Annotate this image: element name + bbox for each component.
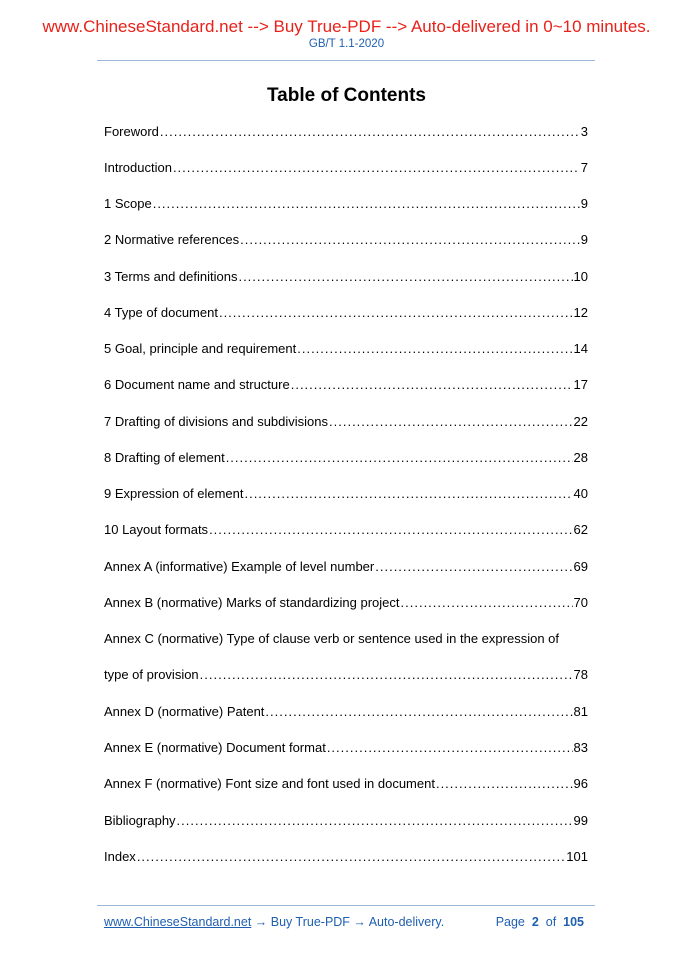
promo-banner[interactable]: www.ChineseStandard.net --> Buy True-PDF --> Auto-delivered in 0~10 minutes. [42, 17, 651, 36]
toc-page: 9 [580, 232, 588, 247]
toc-label: Annex D (normative) Patent [104, 704, 265, 719]
toc-entry-normative-references[interactable] [104, 232, 588, 248]
toc-page: 69 [573, 559, 588, 574]
toc-entry-type-of-document[interactable] [104, 305, 588, 321]
toc-page: 83 [573, 740, 588, 755]
toc-page: 9 [580, 196, 588, 211]
of-word: of [545, 915, 557, 929]
toc-page: 3 [580, 124, 588, 139]
toc-label: 1 Scope [104, 196, 152, 211]
toc-entry-goal-principle[interactable] [104, 341, 588, 357]
toc-label: 5 Goal, principle and requirement [104, 341, 297, 356]
toc-entry-annex-f[interactable] [104, 776, 588, 792]
toc-entry-annex-b[interactable] [104, 595, 588, 611]
toc-page: 70 [573, 595, 588, 610]
toc-page: 96 [573, 776, 588, 791]
page-word: Page [495, 915, 525, 929]
toc-entry-layout-formats[interactable] [104, 522, 588, 538]
toc-label: Bibliography [104, 813, 176, 828]
toc-page: 28 [573, 450, 588, 465]
toc-label: 8 Drafting of element [104, 450, 225, 465]
page-total: 105 [563, 915, 584, 929]
page-current: 2 [531, 915, 539, 929]
page-title: Table of Contents [266, 85, 427, 106]
toc-label: 9 Expression of element [104, 486, 244, 501]
toc-entry-introduction[interactable] [104, 160, 588, 176]
toc-label: 4 Type of document [104, 305, 218, 320]
header-divider [97, 60, 595, 61]
toc-page: 14 [573, 341, 588, 356]
toc-page: 78 [573, 667, 588, 682]
toc-label: 6 Document name and structure [104, 377, 290, 392]
toc-entry-annex-d[interactable] [104, 704, 588, 720]
toc-entry-document-name[interactable] [104, 377, 588, 393]
toc-page: 101 [566, 849, 588, 864]
toc-label: Index [104, 849, 136, 864]
toc-entry-scope[interactable] [104, 196, 588, 212]
footer-site-link[interactable]: www.ChineseStandard.net [104, 915, 252, 929]
toc-label: type of provision [104, 667, 199, 682]
toc-entry-index[interactable] [104, 849, 588, 865]
toc-page: 81 [573, 704, 588, 719]
footer-divider [97, 905, 595, 906]
toc-label: 3 Terms and definitions [104, 269, 238, 284]
toc-page: 62 [573, 522, 588, 537]
toc-entry-divisions[interactable] [104, 414, 588, 430]
toc-page: 12 [573, 305, 588, 320]
toc-entry-bibliography[interactable] [104, 813, 588, 829]
toc-entry-annex-c-line2[interactable] [104, 667, 588, 683]
toc-label: Foreword [104, 124, 159, 139]
toc-entry-drafting-element[interactable] [104, 450, 588, 466]
toc-label: Annex C (normative) Type of clause verb or sentence used in the expression of [104, 631, 560, 646]
toc-label: 10 Layout formats [104, 522, 209, 537]
toc-page: 22 [573, 414, 588, 429]
toc-label: Annex F (normative) Font size and font used in document [104, 776, 435, 791]
toc-label: Annex E (normative) Document format [104, 740, 326, 755]
toc-page: 99 [573, 813, 588, 828]
page-indicator [496, 915, 584, 929]
toc-page: 10 [573, 269, 588, 284]
toc-entry-expression-element[interactable] [104, 486, 588, 502]
toc-label: Introduction [104, 160, 172, 175]
toc-entry-annex-c-line1[interactable] [104, 631, 588, 647]
footer-nav-text: → Buy True-PDF → Auto-delivery. [251, 915, 445, 929]
toc-page: 17 [573, 377, 588, 392]
toc-label: 7 Drafting of divisions and subdivisions [104, 414, 329, 429]
toc-entry-foreword[interactable] [104, 124, 588, 140]
toc-page: 40 [573, 486, 588, 501]
toc-entry-annex-a[interactable] [104, 559, 588, 575]
toc-label: 2 Normative references [104, 232, 240, 247]
toc-label: Annex B (normative) Marks of standardizing project [104, 595, 400, 610]
document-id: GB/T 1.1-2020 [308, 38, 385, 50]
toc-page: 7 [580, 160, 588, 175]
toc-label: Annex A (informative) Example of level number [104, 559, 375, 574]
footer-left [104, 915, 444, 929]
toc-entry-terms-definitions[interactable] [104, 269, 588, 285]
toc-entry-annex-e[interactable] [104, 740, 588, 756]
